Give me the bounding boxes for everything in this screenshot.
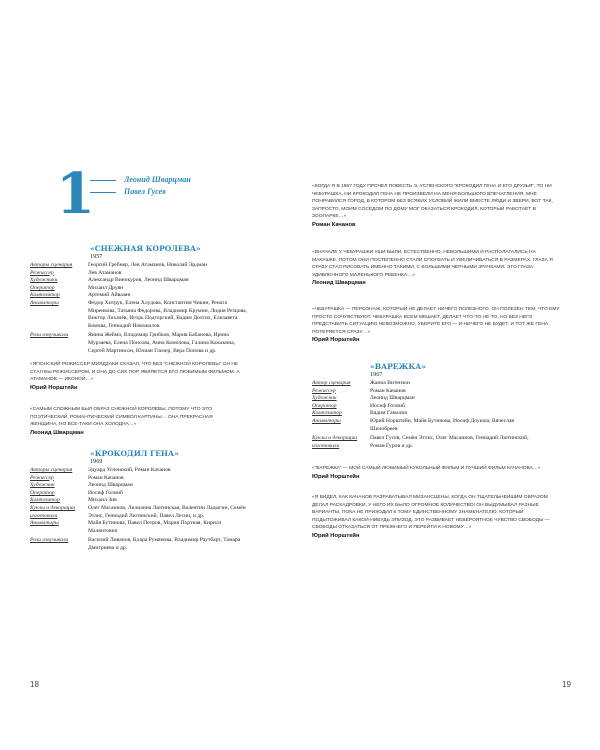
quote-text: «ВНАЧАЛЕ У ЧЕБУРАШКИ УШИ БЫЛИ, ЕСТЕСТВЕННО, НЕБОЛЬШИМИ И РАСПОЛАГАЛИСЬ НА МАКУШКЕ. ПОТОМ ОНИ ПОСТЕПЕННО СТАЛИ СПОЛЗАТЬ И УВЕЛИЧИВАТЬСЯ В РАЗМЕРАХ. ГЛАЗА Я СРАЗУ СТАЛ РИСОВАТЬ ИМЕННО ТАКИМИ, С БОЛЬШИМИ ЧЕРНЫМИ ЗРАЧКАМИ. ЭТО ГЛАЗА УДИВЛЕННОГО МАЛЕНЬКОГО РЕБЕНКА…» <box>312 250 553 278</box>
credit-value: Жанна Витензон <box>370 380 410 386</box>
credit-value: Лев Атаманов <box>88 269 122 276</box>
credit-role: Роли озвучивали <box>30 332 69 339</box>
quote-block <box>30 361 240 391</box>
credit-value: Павел Гусев, Семён Этлис, Олег Масаинов, Геннадий Лютинский, Роман Гуров и др. <box>370 435 529 449</box>
credit-value: Леонид Шварцман <box>370 395 415 402</box>
credit-role: Авторы сценария <box>30 467 73 473</box>
credit-role: Оператор <box>312 402 337 409</box>
director-names <box>90 174 191 198</box>
quote-author: Юрий Норштейн <box>312 337 360 343</box>
credit-role: Роли озвучивали <box>30 537 69 544</box>
quote-author: Роман Качанов <box>312 221 356 228</box>
credit-value: Артемий Айвазян <box>88 292 131 299</box>
credit-role: Оператор <box>30 284 55 291</box>
quote-text: «САМЫМ СЛОЖНЫМ БЫЛ ОБРАЗ СНЕЖНОЙ КОРОЛЕВЫ, ПОТОМУ ЧТО ЭТО ПОЭТИЧЕСКИЙ, РОМАНТИЧЕСКИЙ СИМВОЛ КАРТИНЫ… ОНА ПРЕКРАСНАЯ ЖЕНЩИНА, НО ВСЕ-ТАКИ ОНА ХОЛОДНА…» <box>30 407 213 427</box>
quote-block <box>30 406 240 436</box>
quote-author: Юрий Норштейн <box>312 473 360 480</box>
credit-role: Композитор <box>30 497 60 504</box>
credit-value: Олег Масаинов, Лилианна Лютинская, Валентин Ладыгин, Семён Этлис, Геннадий Лютинский, Павел Лесин, и др. <box>88 504 246 519</box>
credit-role: Аниматоры <box>312 417 341 424</box>
credit-value: Юрий Норштейн, Майя Бутинова, Иосиф Доукша, Вячеслав Шилобреев <box>370 417 515 432</box>
credit-value: Георгий Гребнер, Лев Атаманов, Николай Эрдман <box>88 262 207 268</box>
credits-table <box>30 262 280 355</box>
quote-block <box>312 465 562 480</box>
credit-role: Художник <box>30 482 55 489</box>
quote-text: «Я ВИДЕЛ, КАК КАЧАНОВ РАЗРАБАТЫВАЛ МИЗАНСЦЕНЫ, КОГДА ОН ТЩАТЕЛЬНЕЙШИМ ОБРАЗОМ ДЕЛАЛ РАСКАДРОВКИ, У НЕГО ИХ БЫЛО ОГРОМНОЕ КОЛИЧЕСТВО! ОН ВЫДУМЫВАЛ РАЗНЫЕ ВАРИАНТЫ, ПОКА НЕ ПРИХОДИЛ К ТОМУ ЕДИНСТВЕННОМУ ЗНАМЕНАТЕЛЮ, КОТОРЫЙ ПОДЫТОЖИВАЛ КАКОЙ-НИБУДЬ ЭПИЗОД. ЭТО РАЗВИВАЕТ НЕВЕРОЯТНОЕ ЧУВСТВО СВОБОДЫ — СВОБОДЫ ОТКАЗАТЬСЯ ОТ ПРЕЖНЕГО И ПЕРЕЙТИ К НОВОМУ…» <box>312 495 550 530</box>
quote-text: «ЯПОНСКИЙ РЕЖИССЕР МИЯДЗАКИ СКАЗАЛ, ЧТО БЕЗ “СНЕЖНОЙ КОРОЛЕВЫ” ОН НЕ СТАЛ БЫ РЕЖИССЕРОМ, И ОНА ДО СИХ ПОР ЯВЛЯЕТСЯ ЕГО ЛЮБИМЫМ ФИЛЬМОМ, А АТАМАНОВ — ИКОНОЙ…» <box>30 362 240 382</box>
right-page <box>300 0 600 750</box>
credit-value: Федор Хитрук, Елена Хлудова, Константин Чикин, Рената Миренкова, Татьяна Федорова, Владимир Крумин, Лидия Резцова, Виктор Лихачёв, Игорь Подгорский, Вадим Долгих, Елизавета Комова, Геннадий Новожилов <box>88 299 247 329</box>
quote-text: «ЧЕБУРАШКА — ПЕРСОНАЖ, КОТОРЫЙ НЕ ДЕЛАЕТ НИЧЕГО ПОЛЕЗНОГО. ОН ПОЛЕЗЕН ТЕМ, ЧТО ЕМУ ПРОСТО СОЧУВСТВУЮТ. ЧЕБУРАШКА ВСЕМ МЕШАЕТ, ДЕЛАЕТ ЧТО-ТО НЕ ТО, НО БЕЗ НЕГО ПРЕДСТАВИТЬ СИТУАЦИЮ НЕВОЗМОЖНО, УБЕРИТЕ ЕГО — И НИЧЕГО НЕ БУДЕТ. И ТОТ ЖЕ ГЕНА ПОТЕРЯЕТСЯ СРАЗУ…» <box>312 307 560 335</box>
credit-role: Авторы сценария <box>30 262 73 268</box>
film-year: 1967 <box>370 371 383 378</box>
credit-value: Василий Ливанов, Клара Румянова, Владимир Раутбарт, Тамара Дмитриева и др. <box>88 537 241 551</box>
chapter-number: 1 <box>56 161 95 227</box>
film-title: «КРОКОДИЛ ГЕНА» <box>90 449 179 458</box>
quote-block <box>312 183 562 228</box>
film-title: «ВАРЕЖКА» <box>370 362 426 371</box>
credit-value: Роман Качанов <box>88 474 124 481</box>
credit-role: Художники <box>30 277 58 284</box>
quote-block <box>312 249 562 286</box>
credit-role: Автор сценария <box>312 380 351 386</box>
credit-value: Иосиф Голомб <box>88 489 123 496</box>
credit-role: Художник <box>312 395 337 402</box>
credit-role: Композитор <box>30 292 60 299</box>
credit-role: Оператор <box>30 489 55 496</box>
credit-value: Эдуард Успенский, Роман Качанов <box>88 467 171 473</box>
quote-author: Леонид Шварцман <box>312 280 366 286</box>
director-name: Павел Гусев <box>90 186 191 198</box>
credit-role: Куклы и декорации изготовили <box>312 435 358 449</box>
credit-value: Михаил Зив <box>88 497 117 504</box>
film-entry-snow-queen <box>90 244 280 260</box>
quote-text: «“ВАРЕЖКА” — МОЙ САМЫЙ ЛЮБИМЫЙ КУКОЛЬНЫЙ ФИЛЬМ И ЛУЧШИЙ ФИЛЬМ КАЧАНОВА…» <box>312 466 541 471</box>
film-entry-crocodile-gena <box>90 449 280 465</box>
credits-table <box>312 380 572 450</box>
credit-role: Куклы и декорации изготовили <box>30 504 76 519</box>
credit-role: Режиссер <box>312 387 336 394</box>
credit-value: Роман Качанов <box>370 387 406 394</box>
credit-role: Аниматоры <box>30 520 59 527</box>
film-entry-mitten <box>370 362 560 378</box>
director-name: Леонид Шварцман <box>90 174 191 186</box>
quote-block <box>312 306 562 343</box>
film-title: «СНЕЖНАЯ КОРОЛЕВА» <box>90 244 201 253</box>
credit-value: Майя Бутинова, Павел Петров, Мария Портная, Кирилл Малянтович <box>88 520 222 534</box>
credit-role: Аниматоры <box>30 299 59 306</box>
credit-value: Янина Жеймо, Владимир Грибков, Мария Бабанова, Ирина Мурзаева, Елена Понсова, Анна Комолова, Галина Кожакина, Сергей Мартинсон, Юлиан Глизер, Вера Попова и др. <box>88 332 236 354</box>
quote-author: Леонид Шварцман <box>30 429 84 436</box>
credits-table <box>30 467 280 553</box>
credit-role: Композитор <box>312 410 342 417</box>
page-number-right: 19 <box>562 680 571 689</box>
quote-text: «КОГДА Я В 1967 ГОДУ ПРОЧЕЛ ПОВЕСТЬ Э. УСПЕНСКОГО “КРОКОДИЛ ГЕНА И ЕГО ДРУЗЬЯ”, ТО НИ ЧЕБУРАШКА, НИ КРОКОДИЛ ГЕНА НЕ ПРОИЗВЕЛИ НА МЕНЯ БОЛЬШОГО ВПЕЧАТЛЕНИЯ. МНЕ ПОНРАВИЛСЯ ГОРОД, В КОТОРОМ БЕЗ ВСЯКИХ УСЛОВИЙ ЖИЛИ ВМЕСТЕ ЛЮДИ И ЗВЕРИ. ВОТ ТАК, ЗАПРОСТО, МОИМ СОСЕДОМ ПО ДОМУ МОГ ОКАЗАТЬСЯ КРОКОДИЛ, КОТОРЫЙ РАБОТАЕТ В ЗООПАРКЕ…» <box>312 184 553 219</box>
credit-value: Михаил Друян <box>88 284 124 291</box>
credit-role: Режиссер <box>30 269 54 276</box>
quote-block <box>312 494 562 539</box>
quote-author: Юрий Норштейн <box>30 384 78 391</box>
credit-value: Леонид Шварцман <box>88 482 133 489</box>
film-year: 1969 <box>90 458 103 465</box>
credit-value: Вадим Гамалия <box>370 410 407 417</box>
film-year: 1957 <box>90 253 103 260</box>
credit-value: Иосиф Голомб <box>370 402 405 409</box>
quote-author: Юрий Норштейн <box>312 532 360 539</box>
credit-value: Александр Винокуров, Леонид Шварцман <box>88 277 189 284</box>
page-number-left: 18 <box>30 680 39 689</box>
credit-role: Режиссер <box>30 474 54 481</box>
